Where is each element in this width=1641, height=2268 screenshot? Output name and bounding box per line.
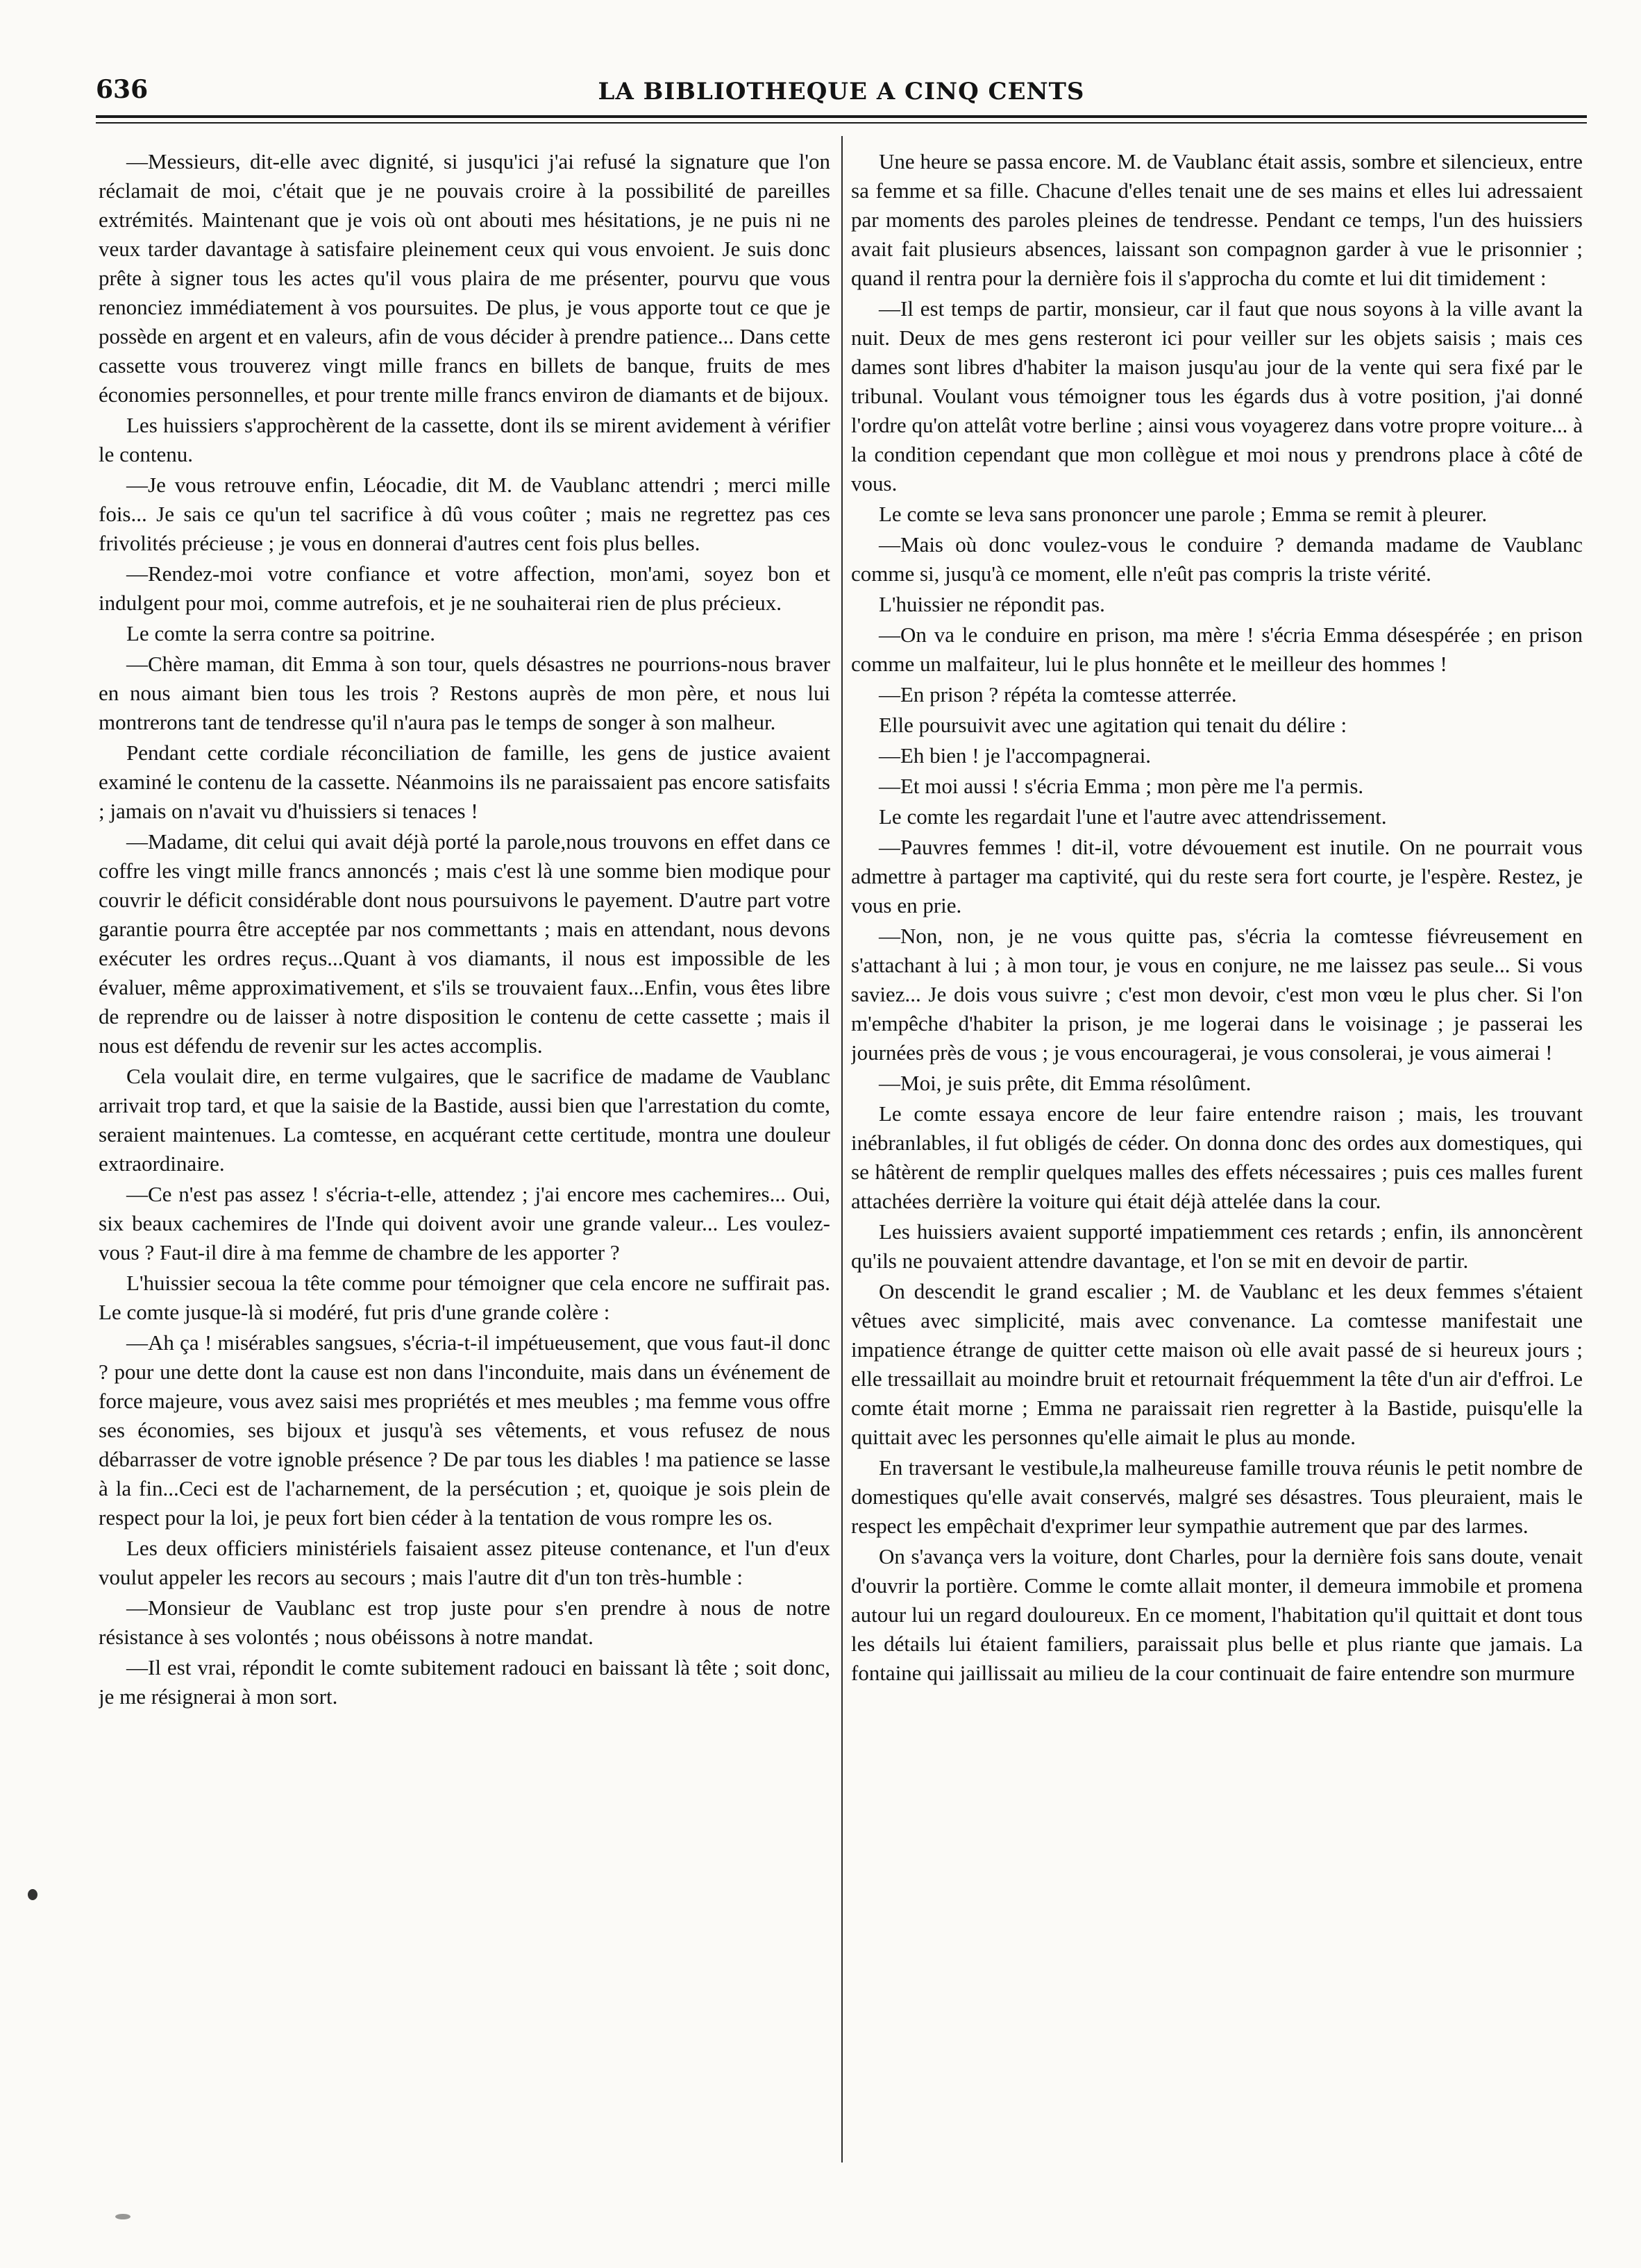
paragraph: —Messieurs, dit-elle avec dignité, si jusqu'ici j'ai refusé la signature que l'on réclamait de moi, c'était que je ne pouvais croire à la possibilité de pareilles extrémités. Maintenant que je vois où ont abouti mes hésitations, je ne puis ni ne veux tarder davantage à satisfaire pleinement ceux qui vous envoient. Je suis donc prête à signer tous les actes qu'il vous plaira de me présenter, pourvu que vous renonciez immédiatement à vos poursuites. De plus, je vous apporte tout ce que je possède en argent et en valeurs, afin de vous décider à prendre patience... Dans cette cassette vous trouverez vingt mille francs en billets de banque, fruits de mes économies personnelles, et pour trente mille francs environ de diamants et de bijoux. [99,149,830,407]
paragraph: Une heure se passa encore. M. de Vaublanc était assis, sombre et silencieux, entre sa femme et sa fille. Chacune d'elles tenait une de ses mains et elles lui adressaient par moments des paroles pleines de tendresse. Pendant ce temps, l'un des huissiers avait fait plusieurs absences, laissant son compagnon garder à vue le prisonnier ; quand il rentra pour la dernière fois il s'approcha du comte et lui dit timidement : [851,149,1583,290]
paragraph: Les huissiers avaient supporté impatiemment ces retards ; enfin, ils annoncèrent qu'ils ne pouvaient attendre davantage, et l'on se mit en devoir de partir. [851,1219,1583,1273]
paragraph: —Mais où donc voulez-vous le conduire ? demanda madame de Vaublanc comme si, jusqu'à ce moment, elle n'eût pas compris la triste vérité. [851,532,1583,586]
paragraph: On s'avança vers la voiture, dont Charles, pour la dernière fois sans doute, venait d'ouvrir la portière. Comme le comte allait monter, il demeura immobile et promena autour lui un regard douloureux. En ce moment, l'habitation qu'il quittait et dont tous les détails lui étaient familiers, paraissait plus belle et plus riante que jamais. La fontaine qui jaillissait au milieu de la cour continuait de faire entendre son murmure [851,1544,1583,1685]
page-number: 636 [96,75,149,104]
paragraph: —Non, non, je ne vous quitte pas, s'écria la comtesse fiévreusement en s'attachant à lui ; à mon tour, je vous en conjure, ne me laissez pas seule... Si vous saviez... Je dois vous suivre ; c'est mon devoir, c'est mon vœu le plus cher. Si l'on m'empêche d'habiter la prison, je me logerai dans le voisinage ; je passerai les journées près de vous ; je vous encouragerai, je vous consolerai, je vous aimerai ! [851,924,1583,1065]
paragraph: —Il est temps de partir, monsieur, car il faut que nous soyons à la ville avant la nuit. Deux de mes gens resteront ici pour veiller sur les objets saisis ; mais ces dames sont libres d'habiter la maison jusqu'au jour de la vente qui sera fixé par le tribunal. Voulant vous témoigner tous les égards dus à votre position, j'ai donné l'ordre qu'on attelât votre berline ; ainsi vous voyagerez dans votre propre voiture... à la condition cependant que mon collègue et moi nous y prendrons place à côté de vous. [851,296,1583,496]
paragraph: Pendant cette cordiale réconciliation de famille, les gens de justice avaient examiné le contenu de la cassette. Néanmoins ils ne paraissaient pas encore satisfaits ; jamais on n'avait vu d'huissiers si tenaces ! [99,741,830,823]
paragraph: —Et moi aussi ! s'écria Emma ; mon père me l'a permis. [879,774,1364,798]
paragraph: —Eh bien ! je l'accompagnerai. [879,743,1152,768]
paragraph: Le comte la serra contre sa poitrine. [126,621,435,645]
header-rule-thin [96,122,1587,124]
paragraph: —En prison ? répéta la comtesse atterrée. [879,682,1237,706]
paragraph: Cela voulait dire, en terme vulgaires, que le sacrifice de madame de Vaublanc arrivait trop tard, et que la saisie de la Bastide, aussi bien que l'arrestation du comte, seraient maintenues. La comtesse, en acquérant cette certitude, montra une douleur extraordinaire. [99,1064,830,1176]
paragraph: —Rendez-moi votre confiance et votre affection, mon'ami, soyez bon et indulgent pour moi, comme autrefois, et je ne souhaiterai rien de plus précieux. [99,561,830,615]
paragraph: Le comte les regardait l'une et l'autre avec attendrissement. [879,804,1387,829]
paragraph: Les deux officiers ministériels faisaient assez piteuse contenance, et l'un d'eux voulut appeler les recors au secours ; mais l'autre dit d'un ton très-humble : [99,1536,830,1589]
paragraph: —On va le conduire en prison, ma mère ! s'écria Emma désespérée ; en prison comme un malfaiteur, lui le plus honnête et le meilleur des hommes ! [851,623,1583,676]
paragraph: —Ah ça ! misérables sangsues, s'écria-t-il impétueusement, que vous faut-il donc ? pour une dette dont la cause est non dans l'inconduite, mais dans un événement de force majeure, vous avez saisi mes propriétés et mes meubles ; ma femme vous offre ses économies, ses bijoux et jusqu'à ses vêtements, et vous refusez de nous débarrasser de votre ignoble présence ? De par tous les diables ! ma patience se lasse à la fin...Ceci est de l'acharnement, de la persécution ; et, quoique je sois plein de respect pour la loi, je peux fort bien céder à la tentation de vous rompre les os. [99,1330,830,1530]
paragraph: —Madame, dit celui qui avait déjà porté la parole,nous trouvons en effet dans ce coffre les vingt mille francs annoncés ; mais c'est là une somme bien modique pour couvrir le déficit considérable dont nous poursuivons le payement. D'autre part votre garantie pourra être acceptée par nos commettants ; mais en attendant, nous devons exécuter les ordres reçus...Quant à vos diamants, il nous est impossible de les évaluer, même approximativement, et s'ils se trouvaient faux...Enfin, vous êtes libre de reprendre ou de laisser à notre disposition le contenu de cette cassette ; mais il nous est défendu de revenir sur les actes accomplis. [99,829,830,1058]
left-column [99,147,830,2229]
paragraph: En traversant le vestibule,la malheureuse famille trouva réunis le petit nombre de domestiques qu'elle avait conservés, malgré ses désastres. Tous pleuraient, mais le respect les empêchait d'exprimer leur sympathie autrement que par des larmes. [851,1455,1583,1538]
paragraph: Le comte se leva sans prononcer une parole ; Emma se remit à pleurer. [879,502,1488,526]
running-title: LA BIBLIOTHEQUE A CINQ CENTS [598,78,1085,105]
paragraph: —Moi, je suis prête, dit Emma résolûment. [879,1071,1252,1095]
paragraph: L'huissier ne répondit pas. [879,592,1105,616]
paragraph: L'huissier secoua la tête comme pour témoigner que cela encore ne suffirait pas. Le comte jusque-là si modéré, fut pris d'une grande colère : [99,1271,830,1324]
header-rule-thick [96,115,1587,118]
column-divider [841,136,843,2163]
paragraph: —Je vous retrouve enfin, Léocadie, dit M. de Vaublanc attendri ; merci mille fois... Je sais ce qu'un tel sacrifice à dû vous coûter ; mais ne regrettez pas ces frivolités précieuse ; je vous en donnerai d'autres cent fois plus belles. [99,473,830,555]
paragraph: —Ce n'est pas assez ! s'écria-t-elle, attendez ; j'ai encore mes cachemires... Oui, six beaux cachemires de l'Inde qui doivent avoir une grande valeur... Les voulez-vous ? Faut-il dire à ma femme de chambre de les apporter ? [99,1182,830,1264]
paragraph: On descendit le grand escalier ; M. de Vaublanc et les deux femmes s'étaient vêtues avec simplicité, mais avec convenance. La comtesse manifestait une impatience étrange de quitter cette maison où elle avait passé de si heureux jours ; elle tressaillait au moindre bruit et retournait fréquemment la tête d'un air d'effroi. Le comte était morne ; Emma ne paraissait rien regretter à la Bastide, puisqu'elle la quittait avec les personnes qu'elle aimait le plus au monde. [851,1279,1583,1449]
ink-speck [115,2214,131,2219]
paragraph: —Monsieur de Vaublanc est trop juste pour s'en prendre à nous de notre résistance à ses volontés ; nous obéissons à notre mandat. [99,1596,830,1649]
paragraph: Les huissiers s'approchèrent de la cassette, dont ils se mirent avidement à vérifier le contenu. [99,413,830,466]
paragraph: —Pauvres femmes ! dit-il, votre dévouement est inutile. On ne pourrait vous admettre à partager ma captivité, qui du reste sera fort courte, je l'espère. Restez, je vous en prie. [851,835,1583,917]
paragraph: Le comte essaya encore de leur faire entendre raison ; mais, les trouvant inébranlables, il fut obligés de céder. On donna donc des ordes aux domestiques, qui se hâtèrent de remplir quelques malles des effets nécessaires ; puis ces malles furent attachées derrière la voiture qui était déjà attelée dans la cour. [851,1101,1583,1213]
paragraph: Elle poursuivit avec une agitation qui tenait du délire : [879,713,1347,737]
right-column [851,147,1583,2229]
paragraph: —Il est vrai, répondit le comte subitement radouci en baissant là tête ; soit donc, je me résignerai à mon sort. [99,1655,830,1709]
paragraph: —Chère maman, dit Emma à son tour, quels désastres ne pourrions-nous braver en nous aimant bien tous les trois ? Restons auprès de mon père, et nous lui montrerons tant de tendresse qu'il n'aura pas le temps de songer à son malheur. [99,652,830,734]
page-header [96,75,1587,117]
ink-speck [28,1889,37,1900]
